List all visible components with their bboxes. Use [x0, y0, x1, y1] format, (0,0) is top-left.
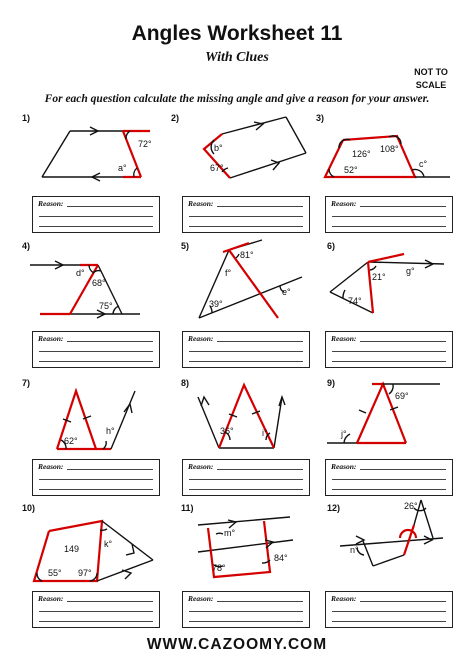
question-number: 9)	[327, 378, 336, 388]
question-number: 7)	[22, 378, 31, 388]
angle-label: c°	[419, 159, 428, 169]
question-number: 8)	[181, 378, 190, 388]
reason-line	[332, 361, 446, 362]
worksheet-subtitle: With Clues	[205, 50, 269, 65]
angle-label: 69°	[395, 391, 409, 401]
angle-label: 36°	[220, 426, 234, 436]
scale-note-line-2: SCALE	[415, 80, 447, 90]
question-number: 10)	[22, 503, 36, 513]
angle-label: 26°	[404, 501, 418, 511]
angle-label: h°	[106, 426, 115, 436]
reason-label: Reason:	[38, 199, 64, 208]
angle-label: i°	[262, 428, 268, 438]
reason-line	[332, 351, 446, 352]
angle-label: 67°	[210, 163, 224, 173]
question-number: 5)	[181, 241, 190, 251]
reason-box-q12[interactable]	[325, 591, 453, 628]
angle-label: 75°	[99, 301, 113, 311]
figure-q4	[30, 261, 140, 318]
angle-label: 126°	[352, 149, 371, 159]
angle-label: e°	[282, 287, 291, 297]
angle-label: 62°	[64, 436, 78, 446]
reason-line	[189, 479, 303, 480]
reason-line	[217, 469, 303, 470]
reason-line	[67, 341, 153, 342]
question-number: 11)	[181, 503, 194, 513]
figure-q1	[42, 127, 150, 181]
reason-box-q1[interactable]	[32, 196, 160, 233]
reason-line	[67, 601, 153, 602]
reason-line	[360, 601, 446, 602]
reason-line	[39, 226, 153, 227]
reason-box-q5[interactable]	[182, 331, 310, 368]
reason-line	[39, 611, 153, 612]
angle-label: m°	[224, 528, 236, 538]
reason-line	[332, 479, 446, 480]
question-number: 3)	[316, 113, 325, 123]
question-number: 6)	[327, 241, 336, 251]
reason-line	[67, 206, 153, 207]
reason-line	[39, 216, 153, 217]
reason-label: Reason:	[331, 594, 357, 603]
reason-line	[217, 341, 303, 342]
reason-line	[217, 601, 303, 602]
angle-label: 21°	[372, 272, 386, 282]
reason-line	[332, 489, 446, 490]
reason-line	[39, 621, 153, 622]
angle-label: j°	[341, 429, 347, 439]
angle-label: 108°	[380, 144, 399, 154]
reason-label: Reason:	[188, 334, 214, 343]
reason-line	[332, 611, 446, 612]
angle-label: 68°	[92, 278, 106, 288]
question-number: 12)	[327, 503, 341, 513]
reason-label: Reason:	[188, 462, 214, 471]
reason-label: Reason:	[38, 594, 64, 603]
worksheet-title: Angles Worksheet 11	[131, 22, 343, 45]
question-number: 4)	[22, 241, 31, 251]
angle-label: f°	[225, 268, 232, 278]
reason-label: Reason:	[188, 199, 214, 208]
reason-line	[360, 469, 446, 470]
reason-line	[189, 489, 303, 490]
reason-line	[189, 216, 303, 217]
reason-line	[39, 489, 153, 490]
angle-label: b°	[214, 143, 223, 153]
reason-box-q7[interactable]	[32, 459, 160, 496]
reason-label: Reason:	[331, 199, 357, 208]
reason-line	[360, 206, 446, 207]
angle-label: 97°	[78, 568, 92, 578]
angle-label: a°	[118, 163, 127, 173]
angle-label: 55°	[48, 568, 62, 578]
reason-box-q2[interactable]	[182, 196, 310, 233]
question-number: 2)	[171, 113, 180, 123]
reason-line	[39, 351, 153, 352]
reason-line	[332, 621, 446, 622]
angle-label: 39°	[209, 299, 223, 309]
angle-label: 78°	[212, 563, 226, 573]
reason-box-q10[interactable]	[32, 591, 160, 628]
reason-label: Reason:	[331, 334, 357, 343]
figure-q12	[340, 500, 443, 566]
reason-box-q6[interactable]	[325, 331, 453, 368]
reason-label: Reason:	[38, 462, 64, 471]
reason-line	[189, 351, 303, 352]
figure-q8	[198, 385, 285, 448]
question-number: 1)	[22, 113, 31, 123]
reason-line	[217, 206, 303, 207]
reason-line	[67, 469, 153, 470]
reason-box-q9[interactable]	[325, 459, 453, 496]
reason-box-q3[interactable]	[325, 196, 453, 233]
angle-label: 74°	[348, 296, 362, 306]
angle-label: 52°	[344, 165, 358, 175]
reason-line	[39, 361, 153, 362]
reason-box-q11[interactable]	[182, 591, 310, 628]
footer-website: WWW.CAZOOMY.COM	[146, 636, 328, 653]
reason-line	[360, 341, 446, 342]
angle-label: n°	[350, 545, 359, 555]
reason-line	[332, 216, 446, 217]
angle-label: 72°	[138, 139, 152, 149]
scale-note-line-1: NOT TO	[414, 67, 448, 77]
reason-label: Reason:	[188, 594, 214, 603]
reason-line	[39, 479, 153, 480]
reason-line	[189, 621, 303, 622]
angle-label: d°	[76, 268, 85, 278]
instructions: For each question calculate the missing angle and give a reason for your answer.	[44, 93, 430, 105]
reason-line	[189, 611, 303, 612]
angle-label: 84°	[274, 553, 288, 563]
reason-box-q4[interactable]	[32, 331, 160, 368]
reason-line	[332, 226, 446, 227]
reason-line	[189, 226, 303, 227]
angle-label: k°	[104, 539, 113, 549]
reason-label: Reason:	[331, 462, 357, 471]
reason-label: Reason:	[38, 334, 64, 343]
angle-label: g°	[406, 266, 415, 276]
angle-label: 149	[64, 544, 80, 554]
angle-label: 81°	[240, 250, 254, 260]
reason-box-q8[interactable]	[182, 459, 310, 496]
reason-line	[189, 361, 303, 362]
